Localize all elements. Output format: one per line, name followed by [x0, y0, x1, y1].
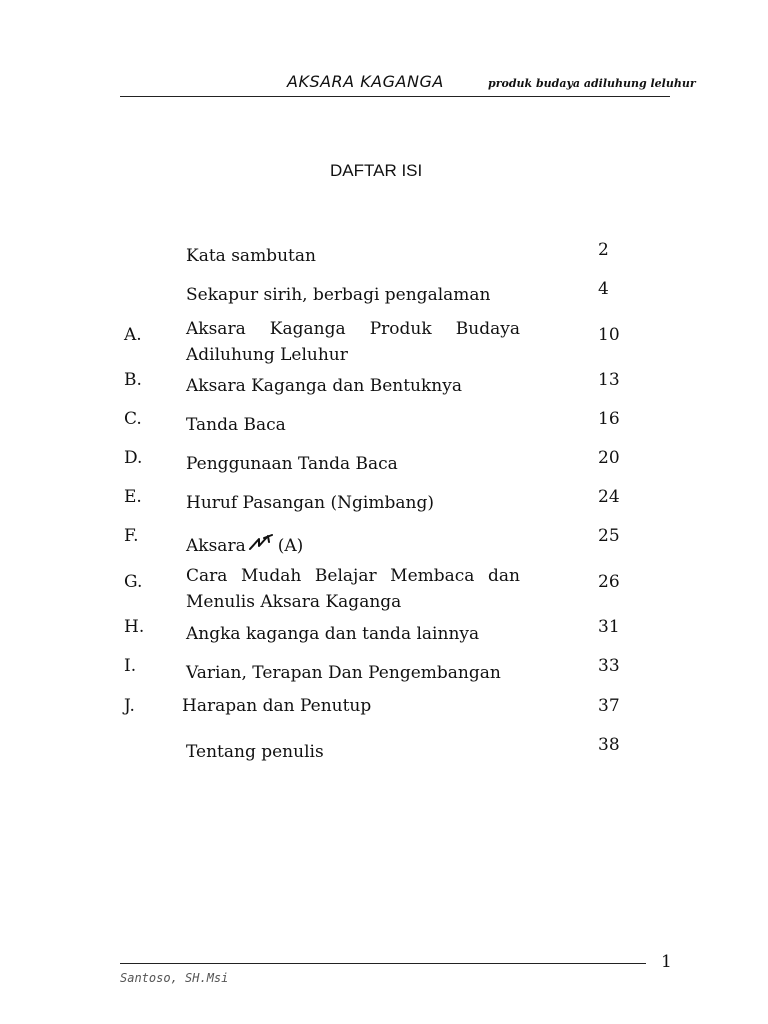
toc-entry-title: Tentang penulis	[186, 742, 324, 762]
toc-entry-letter: C.	[124, 409, 142, 429]
toc-entry-title-before: Aksara	[186, 536, 246, 556]
toc-entry-page: 10	[598, 325, 620, 345]
toc-entry-c	[0, 409, 768, 449]
toc-entry-page: 37	[598, 696, 620, 716]
toc-entry-page: 38	[598, 735, 620, 755]
toc-entry-tentang-penulis	[0, 735, 768, 775]
toc-entry-letter: D.	[124, 448, 143, 468]
toc-entry-title	[186, 533, 520, 559]
toc-entry-page: 31	[598, 617, 620, 637]
toc-entry-title: Tanda Baca	[186, 415, 286, 435]
toc-entry-letter: G.	[124, 572, 143, 592]
toc-entry-page: 26	[598, 572, 620, 592]
toc-entry-page: 33	[598, 656, 620, 676]
toc-entry-page: 25	[598, 526, 620, 546]
toc-entry-title: Harapan dan Penutup	[182, 696, 372, 716]
toc-entry-title: Aksara Kaganga dan Bentuknya	[186, 376, 462, 396]
toc-entry-title: Angka kaganga dan tanda lainnya	[186, 624, 480, 644]
header-title: AKSARA KAGANGA	[287, 72, 444, 91]
toc-entry-letter: I.	[124, 656, 137, 676]
toc-entry-title: Cara Mudah Belajar Membaca dan Menulis Aksara Kaganga	[186, 566, 520, 612]
toc-entry-i	[0, 656, 768, 696]
toc-entry-h	[0, 617, 768, 657]
toc-entry-page: 13	[598, 370, 620, 390]
toc-entry-page: 20	[598, 448, 620, 468]
toc-entry-b	[0, 370, 768, 410]
footer-author: Santoso, SH.Msi	[120, 971, 229, 985]
toc-entry-title: Varian, Terapan Dan Pengembangan	[186, 663, 501, 683]
footer-divider	[120, 963, 646, 964]
toc-entry-letter: H.	[124, 617, 145, 637]
toc-entry-kata-sambutan	[0, 240, 768, 280]
kaganga-a-glyph-icon	[249, 533, 275, 551]
toc-entry-letter: J.	[124, 696, 135, 716]
toc-entry-j	[0, 696, 768, 736]
toc-entry-page: 4	[598, 279, 609, 299]
toc-entry-f	[0, 526, 768, 566]
page-number: 1	[661, 952, 672, 972]
toc-entry-a	[0, 316, 768, 365]
toc-entry-page: 24	[598, 487, 620, 507]
toc-entry-title: Kata sambutan	[186, 246, 316, 266]
toc-entry-letter: B.	[124, 370, 142, 390]
toc-entry-title-after: (A)	[277, 536, 304, 556]
toc-entry-e	[0, 487, 768, 527]
header-subtitle: produk budaya adiluhung leluhur	[488, 77, 696, 90]
toc-entry-title: Penggunaan Tanda Baca	[186, 454, 398, 474]
toc-entry-g	[0, 562, 768, 612]
toc-entry-title: Sekapur sirih, berbagi pengalaman	[186, 285, 491, 305]
toc-entry-page: 16	[598, 409, 620, 429]
toc-entry-title: Huruf Pasangan (Ngimbang)	[186, 493, 434, 513]
toc-heading: DAFTAR ISI	[330, 161, 423, 180]
toc-entry-d	[0, 448, 768, 488]
toc-entry-letter: E.	[124, 487, 142, 507]
toc-entry-title: Aksara Kaganga Produk Budaya Adiluhung Leluhur	[186, 319, 520, 365]
header-divider	[120, 96, 670, 97]
toc-entry-letter: A.	[124, 325, 142, 345]
toc-entry-sekapur-sirih	[0, 279, 768, 319]
toc-entry-page: 2	[598, 240, 609, 260]
toc-entry-letter: F.	[124, 526, 139, 546]
